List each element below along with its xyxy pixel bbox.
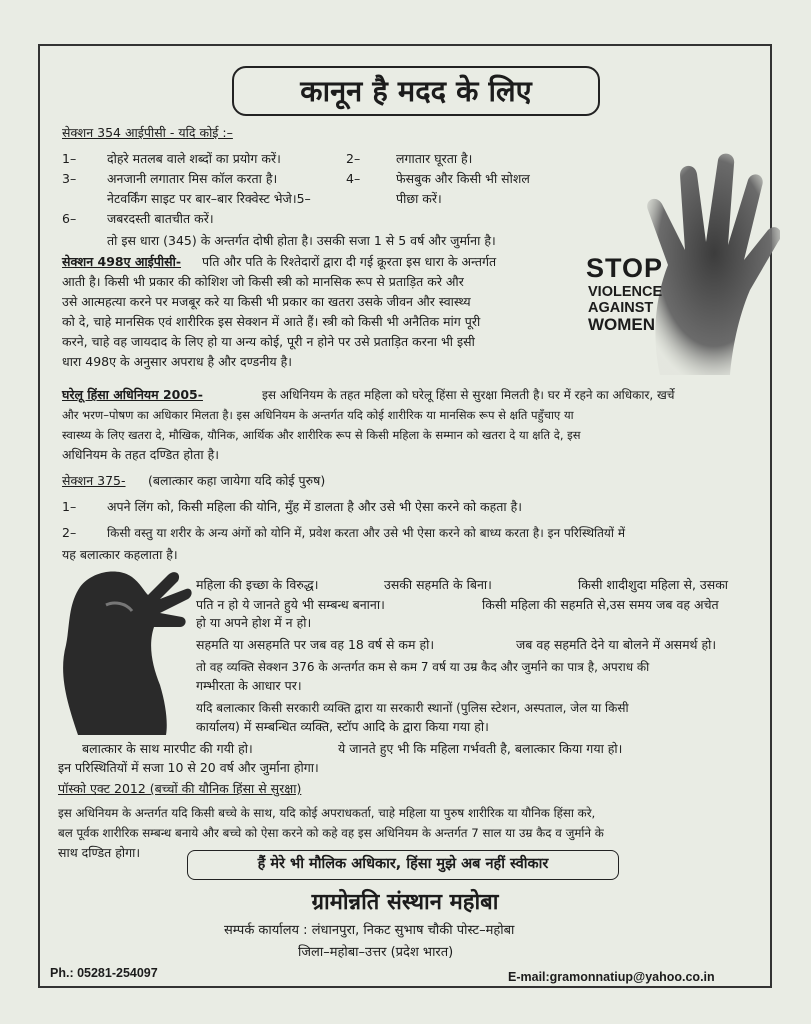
dv-act-line: और भरण–पोषण का अधिकार मिलता है। इस अधिनियम के अन्तर्गत यदि कोई शारीरिक या मानसिक रूप से क्षति पहुँचाए या — [62, 408, 574, 422]
list-item: पीछा करें। — [396, 191, 442, 206]
condition-text: बलात्कार के साथ मारपीट की गयी हो। — [82, 741, 253, 756]
section-375-heading: सेक्शन 375- — [62, 473, 126, 488]
item-number: 3– — [62, 171, 77, 186]
item-number: 2– — [346, 151, 361, 166]
section-354-heading: सेक्शन 354 आईपीसी - यदि कोई :– — [62, 125, 233, 140]
condition-text: हो या अपने होश में न हो। — [196, 615, 312, 630]
section-498a-line: आती है। किसी भी प्रकार की कोशिश जो किसी स्त्री को मानसिक रूप से प्रताड़ित करे और — [62, 274, 464, 289]
section-354-penalty: तो इस धारा (345) के अन्तर्गत दोषी होता है। उसकी सजा 1 से 5 वर्ष और जुर्माना है। — [107, 233, 496, 248]
section-498a-line: को दे, चाहे मानसिक एवं शारीरिक इस सेक्शन में आते हैं। स्त्री को किसी भी अनैतिक मांग पूरी — [62, 314, 481, 329]
dv-act-line: अधिनियम के तहत दण्डित होता है। — [62, 447, 219, 462]
section-375-item: अपने लिंग को, किसी महिला की योनि, मुँह में डालता है और उसे भी ऐसा करने को कहता है। — [107, 499, 523, 514]
stop-women-line: WOMEN — [588, 315, 656, 334]
org-email[interactable]: E-mail:gramonnatiup@yahoo.co.in — [508, 970, 715, 984]
pocso-line: साथ दण्डित होगा। — [58, 845, 141, 860]
list-item: दोहरे मतलब वाले शब्दों का प्रयोग करें। — [107, 151, 281, 166]
section-498a-line: उसे आत्महत्या करने पर मजबूर करे या किसी भी प्रकार का खतरा उसके जीवन और स्वास्थ्य — [62, 294, 471, 309]
condition-text: कार्यालय) में सम्बन्धित व्यक्ति, स्टॉप आदि के द्वारा किया गया हो। — [196, 719, 489, 734]
item-number: 2– — [62, 525, 77, 540]
item-number: 1– — [62, 499, 77, 514]
slogan-box: हैं मेरे भी मौलिक अधिकार, हिंसा मुझे अब नहीं स्वीकार — [187, 850, 619, 880]
org-address: सम्पर्क कार्यालय : लंधानपुरा, निकट सुभाष चौकी पोस्ट–महोबा — [224, 923, 515, 938]
section-375-item: किसी वस्तु या शरीर के अन्य अंगों को योनि में, प्रवेश करता और उसे भी ऐसा करने को बाध्य करता है। इन परिस्थितियों में — [107, 526, 625, 540]
item-number: 4– — [346, 171, 361, 186]
section-375-item: यह बलात्कार कहलाता है। — [62, 547, 178, 562]
pocso-heading: पॉस्को एक्ट 2012 (बच्चों की यौनिक हिंसा से सुरक्षा) — [58, 781, 302, 796]
list-item: फेसबुक और किसी भी सोशल — [396, 171, 530, 186]
list-item: नेटवर्किंग साइट पर बार–बार रिक्वेस्ट भेजे।5– — [107, 191, 311, 206]
condition-text: सहमति या असहमति पर जब वह 18 वर्ष से कम हो। — [196, 637, 435, 652]
victim-silhouette-graphic — [48, 565, 193, 735]
item-number: 1– — [62, 151, 77, 166]
section-498a-line: पति और पति के रिश्तेदारों द्वारा दी गई क्रूरता इस धारा के अन्तर्गत — [202, 254, 497, 269]
condition-text: गम्भीरता के आधार पर। — [196, 678, 302, 693]
condition-text: यदि बलात्कार किसी सरकारी व्यक्ति द्वारा या सरकारी स्थानों (पुलिस स्टेशन, अस्पताल, जेल या किसी — [196, 701, 629, 715]
list-item: जबरदस्ती बातचीत करें। — [107, 211, 214, 226]
dv-act-heading: घरेलू हिंसा अधिनियम 2005- — [62, 387, 203, 402]
list-item: लगातार घूरता है। — [396, 151, 473, 166]
org-phone: Ph.: 05281-254097 — [50, 966, 158, 980]
stop-against-line: AGAINST — [588, 300, 654, 316]
org-address: जिला–महोबा–उत्तर (प्रदेश भारत) — [298, 945, 454, 960]
stop-violence-line: VIOLENCE — [588, 284, 663, 300]
section-498a-heading: सेक्शन 498ए आईपीसी- — [62, 254, 182, 269]
condition-text: उसकी सहमति के बिना। — [384, 577, 492, 592]
dv-act-line: स्वास्थ्य के लिए खतरा दे, मौखिक, यौनिक, आर्थिक और शारीरिक रूप से किसी महिला के सम्मान को खतरा दे या क्षति दे, इस — [62, 428, 581, 442]
org-name: ग्रामोन्नति संस्थान महोबा — [311, 890, 499, 915]
item-number: 6– — [62, 211, 77, 226]
stop-title: STOP — [586, 253, 664, 283]
condition-text: किसी शादीशुदा महिला से, उसका — [578, 577, 729, 592]
condition-text: जब वह सहमति देने या बोलने में असमर्थ हो। — [516, 637, 717, 652]
condition-text: ये जानते हुए भी कि महिला गर्भवती है, बलात्कार किया गया हो। — [338, 741, 623, 756]
pocso-line: बल पूर्वक शारीरिक सम्बन्ध बनाये और बच्चे को ऐसा करने को कहे वह इस अधिनियम के अन्तर्गत 7 साल या उम्र कैद व जुर्माने के — [58, 826, 604, 840]
section-498a-line: करने, चाहे वह जायदाद के लिए हो या अन्य कोई, पूरी न होने पर उसे प्रताड़ित करना भी इसी — [62, 334, 475, 349]
section-498a-line: धारा 498ए के अनुसार अपराध है और दण्डनीय है। — [62, 354, 293, 369]
section-375-note: (बलात्कार कहा जायेगा यदि कोई पुरुष) — [148, 473, 326, 488]
poster-title: कानून है मदद के लिए — [232, 66, 600, 116]
condition-text: किसी महिला की सहमति से,उस समय जब वह अचेत — [482, 597, 719, 612]
pocso-line: इस अधिनियम के अन्तर्गत यदि किसी बच्चे के साथ, यदि कोई अपराधकर्ता, चाहे महिला या पुरुष शारीरिक या यौनिक हिंसा करे, — [58, 806, 596, 820]
section-375-penalty: इन परिस्थितियों में सजा 10 से 20 वर्ष और जुर्माना होगा। — [58, 760, 319, 775]
list-item: अनजानी लगातार मिस कॉल करता है। — [107, 171, 278, 186]
condition-text: महिला की इच्छा के विरुद्ध। — [196, 577, 319, 592]
condition-text: पति न हो ये जानते हुये भी सम्बन्ध बनाना। — [196, 597, 385, 612]
condition-text: तो वह व्यक्ति सेक्शन 376 के अन्तर्गत कम से कम 7 वर्ष या उम्र कैद और जुर्माने का पात्र है, अपराध की — [196, 660, 650, 674]
dv-act-line: इस अधिनियम के तहत महिला को घरेलू हिंसा से सुरक्षा मिलती है। घर में रहने का अधिकार, खर्चे — [262, 388, 675, 402]
